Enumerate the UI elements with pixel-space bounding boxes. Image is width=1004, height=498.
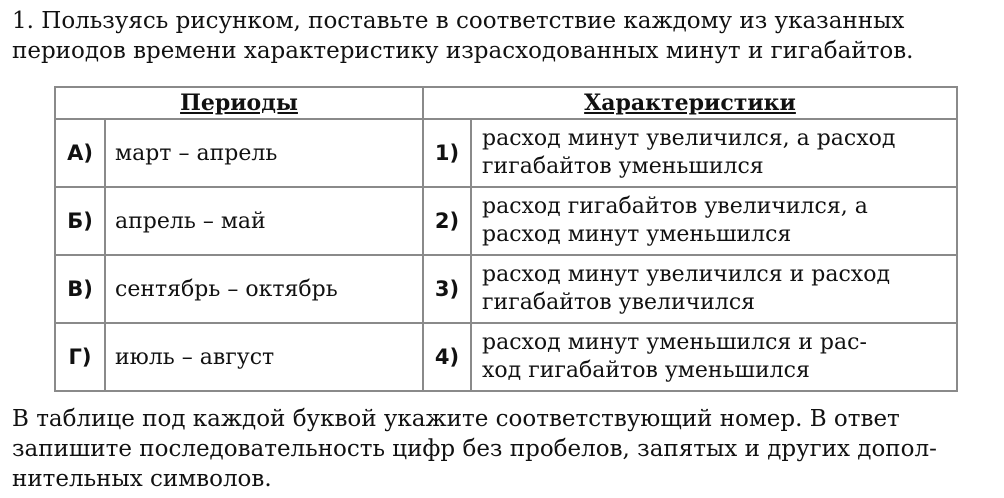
characteristics-header: Характеристики [423,87,957,119]
characteristic-text [471,119,957,187]
characteristic-number: 1) [423,119,471,187]
characteristic-line-1: расход минут увеличился, а расход [482,126,896,151]
period-letter: Г) [55,323,105,391]
periods-header: Периоды [55,87,423,119]
period-text: март – апрель [105,119,423,187]
table-row [55,323,957,391]
characteristic-line-1: расход минут уменьшился и рас- [482,330,867,355]
answer-instructions-line-1: В таблице под каждой буквой укажите соответствующий номер. В ответ [12,406,900,432]
table-row [55,119,957,187]
characteristic-number: 4) [423,323,471,391]
table-row [55,187,957,255]
characteristic-line-2: ход гигабайтов уменьшился [482,358,810,383]
task-statement-line-2: периодов времени характеристику израсходованных минут и гигабайтов. [12,38,914,64]
characteristic-number: 2) [423,187,471,255]
characteristic-line-2: гигабайтов уменьшился [482,154,764,179]
characteristic-text [471,255,957,323]
task-statement-line-1: 1. Пользуясь рисунком, поставьте в соответствие каждому из указанных [12,8,905,34]
period-text: апрель – май [105,187,423,255]
matching-table [54,86,958,392]
period-letter: В) [55,255,105,323]
table-row [55,255,957,323]
period-letter: Б) [55,187,105,255]
period-text: июль – август [105,323,423,391]
answer-instructions-line-3: нительных символов. [12,466,272,492]
task-statement [12,6,996,66]
characteristic-number: 3) [423,255,471,323]
characteristic-text [471,187,957,255]
characteristic-text [471,323,957,391]
period-text: сентябрь – октябрь [105,255,423,323]
characteristic-line-2: гигабайтов увеличился [482,290,756,315]
table-header-row [55,87,957,119]
characteristic-line-2: расход минут уменьшился [482,222,792,247]
characteristic-line-1: расход минут увеличился и расход [482,262,890,287]
characteristic-line-1: расход гигабайтов увеличился, а [482,194,868,219]
period-letter: А) [55,119,105,187]
answer-instructions [12,404,996,494]
answer-instructions-line-2: запишите последовательность цифр без пробелов, запятых и других допол- [12,436,937,462]
